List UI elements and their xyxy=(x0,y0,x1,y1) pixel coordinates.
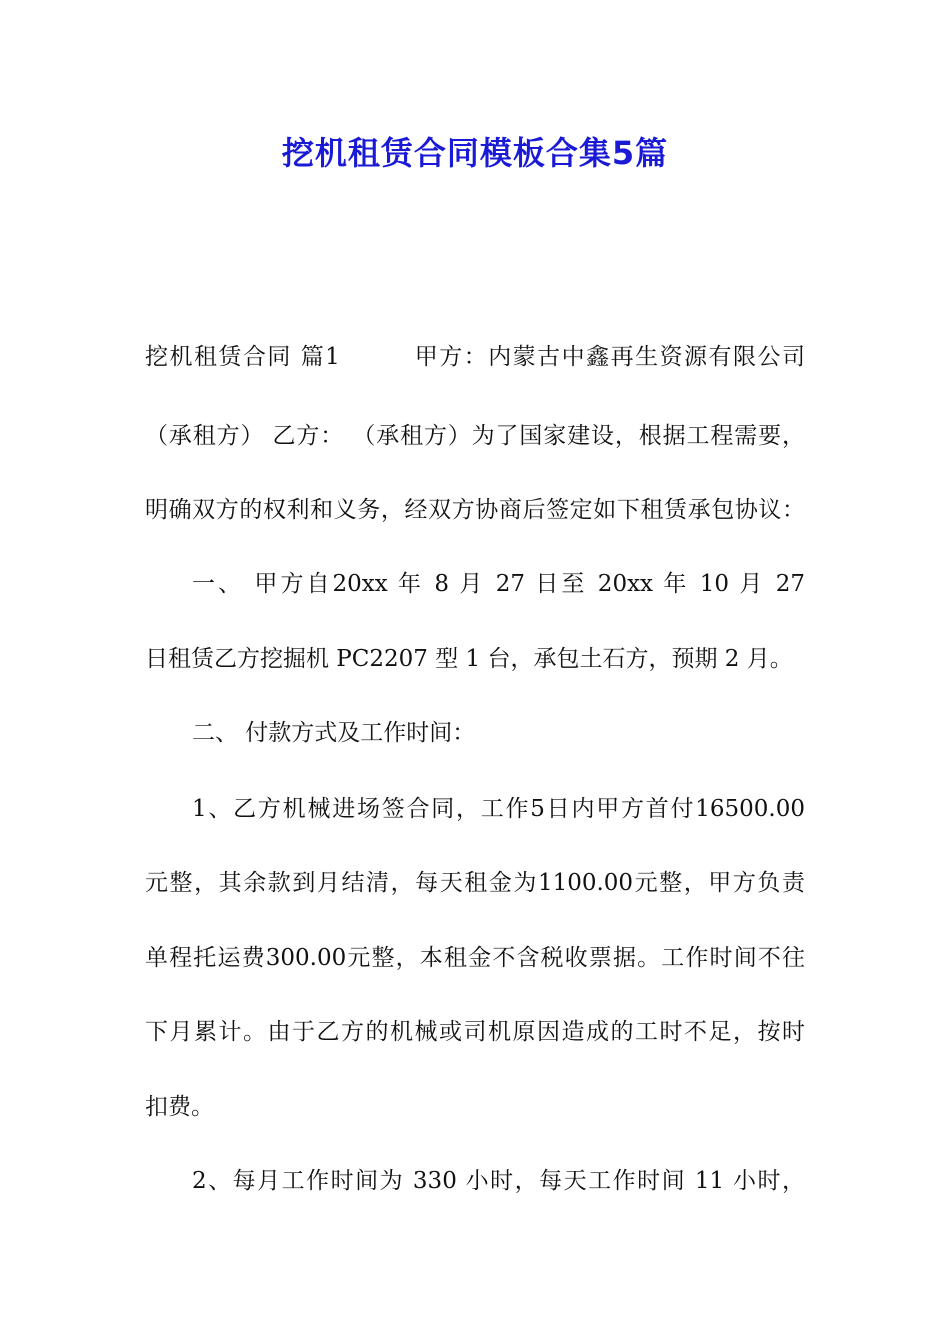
body-line-2: （承租方） 乙方： （承租方）为了国家建设，根据工程需要， xyxy=(145,423,805,449)
body-line-4: 一、 甲方自20xx 年 8 月 27 日至 20xx 年 10 月 27 xyxy=(192,571,805,597)
body-line-1: 挖机租赁合同 篇1 甲方：内蒙古中鑫再生资源有限公司 xyxy=(145,344,805,370)
body-line-6: 二、 付款方式及工作时间： xyxy=(192,720,476,746)
body-line-10: 下月累计。由于乙方的机械或司机原因造成的工时不足，按时 xyxy=(145,1019,805,1045)
body-line-3: 明确双方的权利和义务，经双方协商后签定如下租赁承包协议： xyxy=(145,497,805,523)
body-line-8: 元整，其余款到月结清，每天租金为1100.00元整，甲方负责 xyxy=(145,870,805,896)
document-title: 挖机租赁合同模板合集5篇 xyxy=(281,134,669,172)
body-line-11: 扣费。 xyxy=(145,1094,214,1120)
body-line-5: 日租赁乙方挖掘机 PC2207 型 1 台，承包土石方，预期 2 月。 xyxy=(145,646,793,672)
body-line-12: 2、每月工作时间为 330 小时，每天工作时间 11 小时， xyxy=(192,1168,805,1194)
body-line-7: 1、乙方机械进场签合同，工作5日内甲方首付16500.00 xyxy=(192,796,805,822)
body-line-9: 单程托运费300.00元整，本租金不含税收票据。工作时间不往 xyxy=(145,945,805,971)
